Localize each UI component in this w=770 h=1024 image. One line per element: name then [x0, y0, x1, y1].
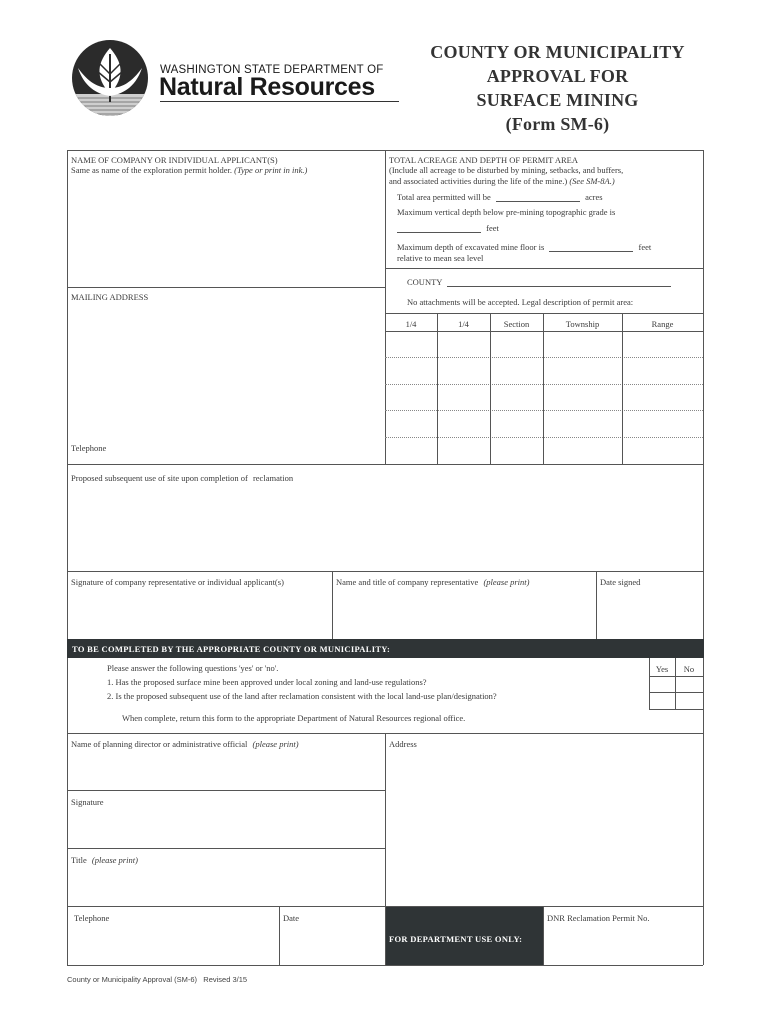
official-address-label: Address: [389, 739, 417, 749]
agency-name-line2: Natural Resources: [159, 73, 375, 101]
representative-name-field[interactable]: [334, 590, 594, 638]
date-signed-field[interactable]: [598, 590, 701, 638]
vertical-depth-row: [397, 223, 499, 233]
col-section: Section: [503, 319, 530, 329]
form-title-line4: (Form SM-6): [505, 114, 610, 134]
acreage-note-line1: (Include all acreage to be disturbed by mining, setbacks, and buffers,: [389, 165, 624, 175]
official-signature-label: Signature: [71, 797, 104, 807]
acreage-note-text: and associated activities during the life of the mine.): [389, 176, 568, 186]
official-name-field[interactable]: [69, 752, 383, 789]
dnr-permit-number-field[interactable]: [545, 925, 702, 964]
acreage-note-ref: (See SM-8A.): [569, 176, 615, 186]
col-range: Range: [651, 319, 674, 329]
mine-floor-input[interactable]: [549, 242, 633, 252]
mine-floor-unit: feet: [638, 242, 652, 252]
applicant-name-hint: [71, 165, 307, 175]
dnr-logo: [70, 38, 150, 118]
official-telephone-label: Telephone: [74, 913, 110, 923]
yes-no-instruction: Please answer the following questions 'yes' or 'no'.: [107, 663, 279, 673]
mine-floor-label: Maximum depth of excavated mine floor is: [397, 242, 545, 252]
representative-name-label: [336, 577, 530, 587]
agency-underline: [160, 101, 399, 102]
reclamation-use-word: reclamation: [252, 473, 294, 483]
mailing-address-field[interactable]: [69, 305, 383, 440]
vertical-depth-input[interactable]: [397, 223, 481, 233]
official-title-field[interactable]: [69, 868, 383, 905]
representative-name-hint: (please print): [483, 577, 530, 587]
dnr-permit-number-label: DNR Reclamation Permit No.: [547, 913, 650, 923]
col-quarter-2: 1/4: [458, 319, 469, 329]
return-instruction: When complete, return this form to the appropriate Department of Natural Resources regional office.: [122, 713, 466, 723]
agency-name-line1: WASHINGTON STATE DEPARTMENT OF: [160, 64, 384, 76]
question-1-no-box[interactable]: [676, 677, 702, 692]
question-2-no-box[interactable]: [676, 693, 702, 708]
form-title: [405, 40, 710, 136]
total-area-label: Total area permitted will be: [397, 192, 491, 202]
total-area-row: [397, 192, 603, 202]
acreage-note-line2: [389, 176, 615, 186]
official-title-label: [71, 855, 138, 865]
mine-floor-row: [397, 242, 651, 252]
official-date-label: Date: [283, 913, 300, 923]
official-name-hint: (please print): [252, 739, 299, 749]
col-township: Township: [565, 319, 600, 329]
total-area-input[interactable]: [496, 192, 580, 202]
county-row: [407, 277, 671, 287]
department-use-label: FOR DEPARTMENT USE ONLY:: [389, 934, 523, 944]
vertical-depth-unit: feet: [486, 223, 499, 233]
official-date-field[interactable]: [281, 925, 384, 964]
applicant-name-field[interactable]: [69, 178, 383, 285]
official-name-label: [71, 739, 299, 749]
county-label: COUNTY: [407, 277, 443, 287]
official-name-text: Name of planning director or administrative official: [71, 739, 248, 749]
legal-description-grid[interactable]: [386, 332, 702, 463]
col-quarter-1: 1/4: [405, 319, 417, 329]
reclamation-use-label: [71, 473, 293, 483]
applicant-telephone-label: Telephone: [71, 443, 107, 453]
official-telephone-field[interactable]: [69, 925, 277, 964]
question-1-yes-box[interactable]: [650, 677, 674, 692]
question-1: 1. Has the proposed surface mine been approved under local zoning and land-use regulations?: [107, 677, 427, 687]
question-2-yes-box[interactable]: [650, 693, 674, 708]
vertical-depth-label: Maximum vertical depth below pre-mining topographic grade is: [397, 207, 616, 217]
form-footer: County or Municipality Approval (SM-6) Revised 3/15: [67, 975, 248, 984]
reclamation-use-text: Proposed subsequent use of site upon completion of: [71, 473, 248, 483]
acreage-label: TOTAL ACREAGE AND DEPTH OF PERMIT AREA: [389, 155, 579, 165]
reclamation-use-field[interactable]: [69, 486, 701, 570]
official-address-field[interactable]: [387, 752, 701, 905]
applicant-name-hint-italic: (Type or print in ink.): [234, 165, 308, 175]
date-signed-label: Date signed: [600, 577, 641, 587]
official-title-text: Title: [71, 855, 87, 865]
applicant-signature-field[interactable]: [69, 590, 330, 638]
official-title-hint: (please print): [91, 855, 138, 865]
department-use-box: [386, 907, 543, 965]
applicant-name-label: NAME OF COMPANY OR INDIVIDUAL APPLICANT(S): [71, 155, 278, 165]
dnr-logo-icon: [70, 38, 150, 118]
applicant-telephone-field[interactable]: [120, 440, 382, 462]
county-section-banner-text: TO BE COMPLETED BY THE APPROPRIATE COUNTY OR MUNICIPALITY:: [72, 644, 391, 654]
form-title-line3: SURFACE MINING: [476, 90, 639, 110]
no-header: No: [683, 664, 695, 674]
question-2: 2. Is the proposed subsequent use of the land after reclamation consistent with the local land-use plan/designation?: [107, 691, 497, 701]
mailing-address-label: MAILING ADDRESS: [71, 292, 149, 302]
form-title-line1: COUNTY OR MUNICIPALITY: [430, 42, 685, 62]
yes-header: Yes: [655, 664, 669, 674]
total-area-unit: acres: [585, 192, 603, 202]
official-signature-field[interactable]: [69, 810, 383, 847]
county-section-banner: [67, 639, 704, 658]
applicant-name-hint-text: Same as name of the exploration permit holder.: [71, 165, 232, 175]
county-input[interactable]: [447, 277, 671, 287]
legal-description-note: No attachments will be accepted. Legal description of permit area:: [407, 297, 634, 307]
applicant-signature-label: Signature of company representative or individual applicant(s): [71, 577, 284, 587]
mine-floor-note: relative to mean sea level: [397, 253, 484, 263]
form-title-line2: APPROVAL FOR: [486, 66, 629, 86]
representative-name-text: Name and title of company representative: [336, 577, 479, 587]
